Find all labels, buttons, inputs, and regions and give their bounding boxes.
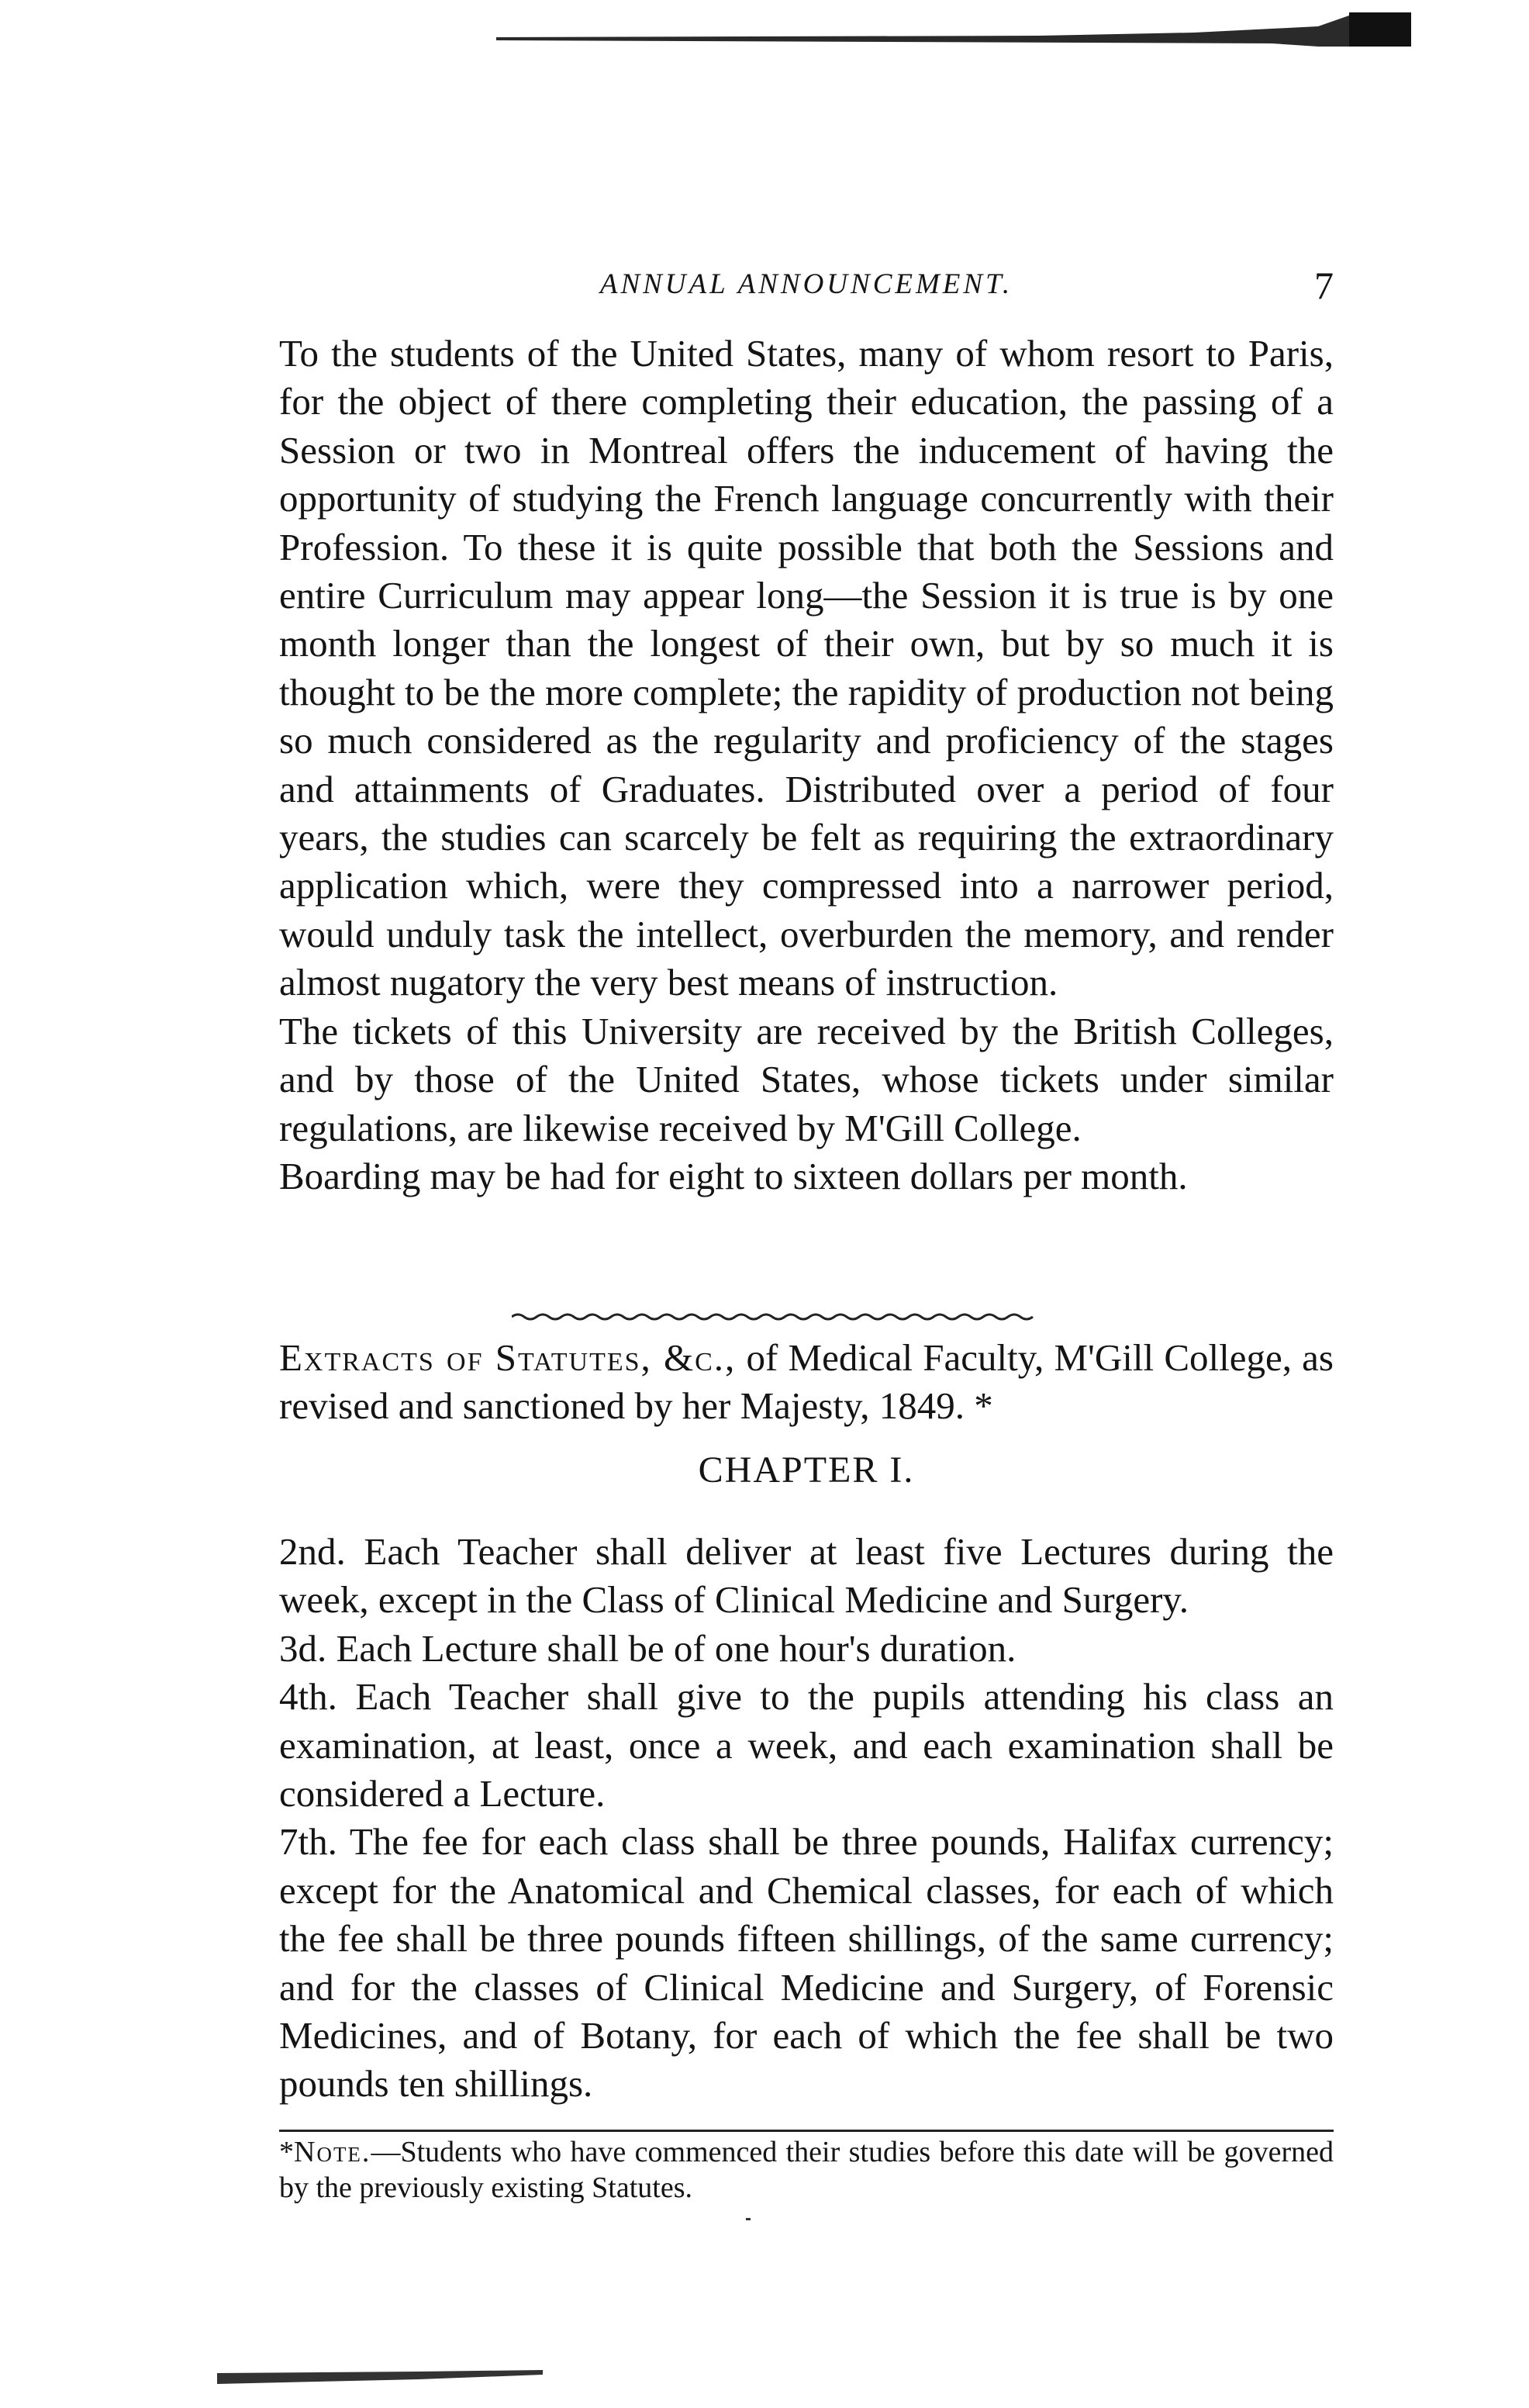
statute-2nd: 2nd. Each Teacher shall deliver at least five Lectures during the week, except in the Class of Clinical Medicine and Surgery. bbox=[279, 1530, 1334, 1622]
chapter-heading: CHAPTER I. bbox=[698, 1449, 915, 1491]
running-title: ANNUAL ANNOUNCEMENT. bbox=[599, 268, 1013, 300]
extracts-footnote-mark: * bbox=[965, 1384, 993, 1427]
footnote-rule bbox=[279, 2130, 1334, 2132]
paragraph-boarding: Boarding may be had for eight to sixteen dollars per month. bbox=[279, 1154, 1188, 1197]
footnote-text: —Students who have commenced their studies before this date will be governed by the previously existing Statutes. bbox=[279, 2136, 1334, 2204]
wavy-divider bbox=[512, 1311, 1039, 1323]
statute-4th: 4th. Each Teacher shall give to the pupils attending his class an examination, at least, once a week, and each examination shall be considered a Lecture. bbox=[279, 1675, 1334, 1816]
page-number: 7 bbox=[1314, 264, 1334, 307]
scan-edge-top-decoration bbox=[496, 12, 1411, 47]
scan-edge-bottom-decoration bbox=[217, 2365, 543, 2389]
running-head bbox=[279, 264, 1334, 314]
footnote-label: Note. bbox=[294, 2136, 371, 2168]
paragraph-united-states-students: To the students of the United States, many of whom resort to Paris, for the object of there completing their education, the passing of a Session or two in Montreal offers the inducement of having the opportunity of studying the French language concurrently with their Profession. To these it is quite possible that both the Sessions and entire Curriculum may appear long—the Session it is true is by one month longer than the longest of their own, but by so much it is thought to be the more complete; the rapidity of production not being so much considered as the regularity and proficiency of the stages and attainments of Graduates. Distributed over a period of four years, the studies can scarcely be felt as requiring the extraordinary application which, were they compressed into a narrower period, would unduly task the intellect, overburden the memory, and render almost nugatory the very best means of instruction. bbox=[279, 332, 1334, 1004]
statute-7th: 7th. The fee for each class shall be three pounds, Halifax currency; except for the Anatomical and Chemical classes, for each of which the fee shall be three pounds fifteen shillings, of the same currency; and for the classes of Clinical Medicine and Surgery, of Forensic Medicines, and of Botany, for each of which the fee shall be two pounds ten shillings. bbox=[279, 1820, 1334, 2106]
extracts-heading-smallcaps: Extracts of Statutes, &c., bbox=[279, 1336, 737, 1379]
footnote-mark: * bbox=[279, 2136, 294, 2168]
extracts-heading bbox=[279, 1334, 1334, 1430]
scan-speck bbox=[746, 2218, 751, 2220]
statute-3d: 3d. Each Lecture shall be of one hour's duration. bbox=[279, 1626, 1016, 1670]
footnote bbox=[279, 2134, 1334, 2206]
extracts-heading-rest: of Medical Faculty, M'Gill College, as revised and sanctioned by her Majesty, 1849. bbox=[279, 1336, 1334, 1427]
paragraph-tickets: The tickets of this University are received by the British Colleges, and by those of the United States, whose tickets under similar regulations, are likewise received by M'Gill College. bbox=[279, 1009, 1334, 1149]
statutes-list bbox=[279, 1528, 1334, 2109]
announcement-body bbox=[279, 330, 1334, 1201]
